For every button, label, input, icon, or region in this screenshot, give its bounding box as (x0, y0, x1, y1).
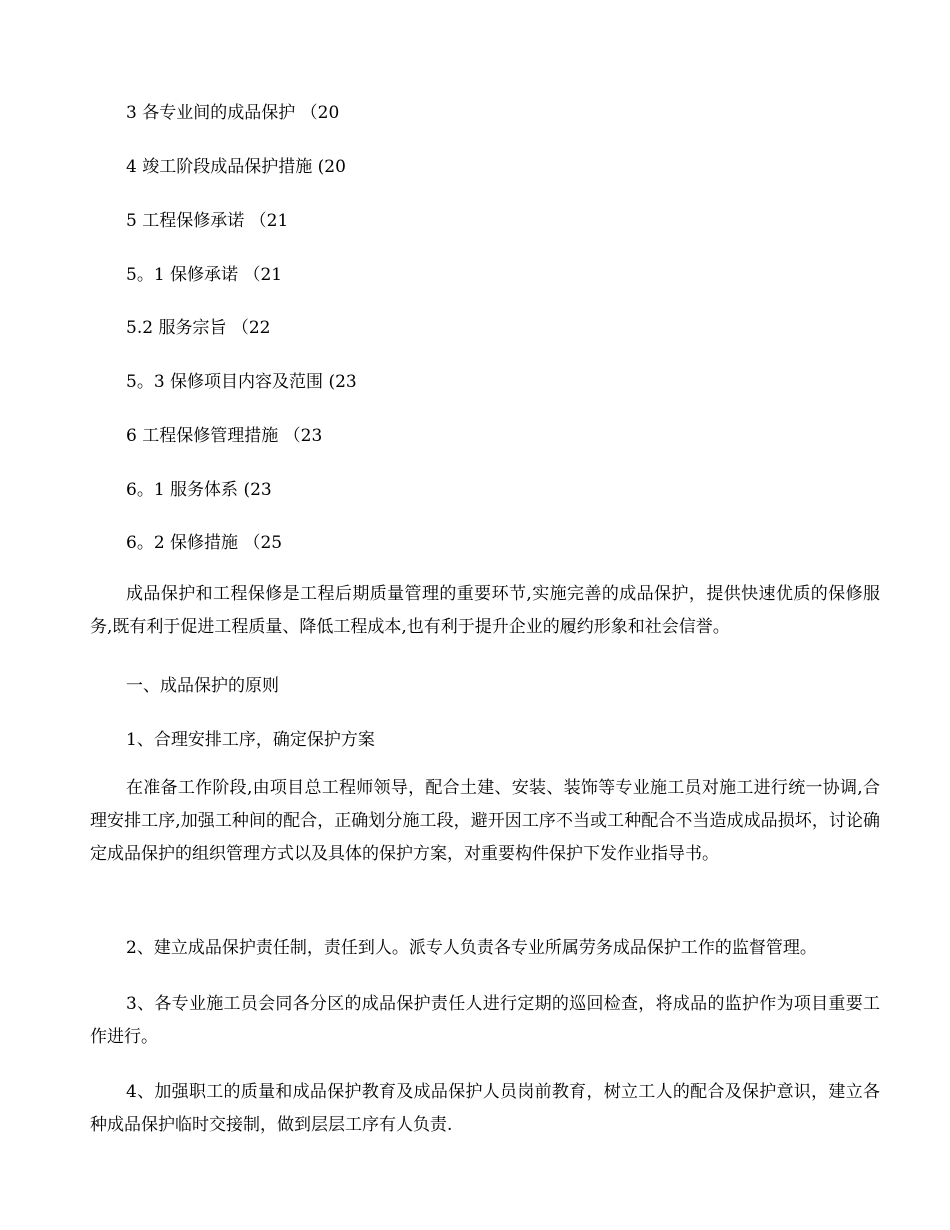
toc-line: 5。3 保修项目内容及范围 (23 (126, 372, 357, 392)
item4-paragraph: 4、加强职工的质量和成品保护教育及成品保护人员岗前教育，树立工人的配合及保护意识，建立各种成品保护临时交接制，做到层层工序有人负责. (90, 1082, 880, 1135)
item1-paragraph: 在准备工作阶段,由项目总工程师领导，配合土建、安装、装饰等专业施工员对施工进行统一协调,合理安排工序,加强工种间的配合，正确划分施工段，避开因工序不当或工种配合不当造成成品损坏，讨论确定成品保护的组织管理方式以及具体的保护方案，对重要构件保护下发作业指导书。 (90, 778, 880, 864)
item2-paragraph: 2、建立成品保护责任制，责任到人。派专人负责各专业所属劳务成品保护工作的监督管理。 (126, 938, 817, 958)
toc-line: 6。1 服务体系 (23 (126, 480, 272, 500)
toc-line: 6 工程保修管理措施 （23 (126, 426, 323, 446)
item3-paragraph: 3、各专业施工员会同各分区的成品保护责任人进行定期的巡回检查，将成品的监护作为项目重要工作进行。 (90, 994, 880, 1047)
toc-line: 3 各专业间的成品保护 （20 (126, 103, 340, 123)
toc-line: 5 工程保修承诺 （21 (126, 211, 289, 231)
toc-line: 6。2 保修措施 （25 (126, 533, 283, 553)
toc-line: 4 竣工阶段成品保护措施 (20 (126, 157, 346, 177)
section-heading: 一、成品保护的原则 (126, 676, 279, 696)
intro-paragraph: 成品保护和工程保修是工程后期质量管理的重要环节,实施完善的成品保护，提供快速优质的保修服务,既有利于促进工程质量、降低工程成本,也有利于提升企业的履约形象和社会信誉。 (90, 584, 880, 637)
item-heading: 1、合理安排工序，确定保护方案 (126, 730, 375, 750)
toc-line: 5。1 保修承诺 （21 (126, 265, 283, 285)
toc-line: 5.2 服务宗旨 （22 (126, 318, 271, 338)
